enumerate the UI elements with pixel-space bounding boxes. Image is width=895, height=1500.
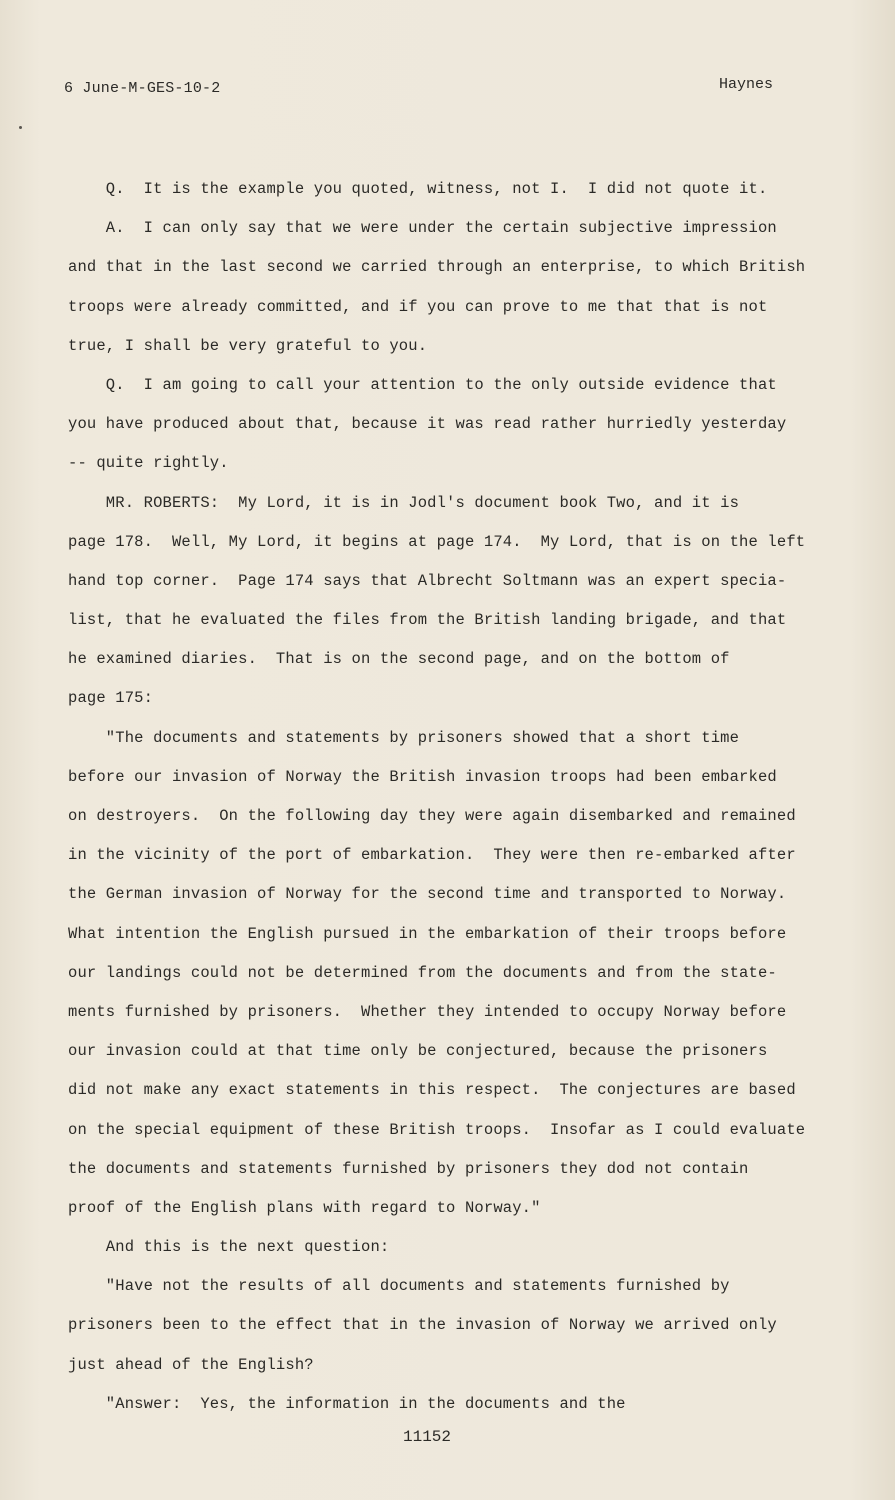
text-line: did not make any exact statements in this respect. The conjectures are based bbox=[68, 1081, 796, 1100]
text-line: our invasion could at that time only be conjectured, because the prisoners bbox=[68, 1042, 768, 1061]
text-line: What intention the English pursued in the embarkation of their troops before bbox=[68, 924, 787, 943]
paper-speck bbox=[19, 126, 22, 129]
text-line: "The documents and statements by prisoners showed that a short time bbox=[68, 728, 740, 747]
text-line: troops were already committed, and if you can prove to me that that is not bbox=[68, 297, 768, 316]
text-line: "Have not the results of all documents and statements furnished by bbox=[68, 1277, 730, 1296]
reporter-name: Haynes bbox=[719, 76, 774, 93]
text-line: MR. ROBERTS: My Lord, it is in Jodl's document book Two, and it is bbox=[68, 493, 740, 512]
text-line: ments furnished by prisoners. Whether they intended to occupy Norway before bbox=[68, 1002, 787, 1021]
text-line: list, that he evaluated the files from the British landing brigade, and that bbox=[68, 611, 787, 630]
text-line: and that in the last second we carried through an enterprise, to which British bbox=[68, 258, 806, 277]
text-line: -- quite rightly. bbox=[68, 454, 229, 473]
text-line: the German invasion of Norway for the second time and transported to Norway. bbox=[68, 885, 787, 904]
text-line: A. I can only say that we were under the certain subjective impression bbox=[68, 219, 777, 238]
text-line: in the vicinity of the port of embarkation. They were then re-embarked after bbox=[68, 846, 796, 865]
text-line: just ahead of the English? bbox=[68, 1355, 314, 1374]
text-line: on destroyers. On the following day they were again disembarked and remained bbox=[68, 807, 796, 825]
text-line: Q. It is the example you quoted, witness, not I. I did not quote it. bbox=[68, 180, 768, 198]
text-line: the documents and statements furnished by prisoners they dod not contain bbox=[68, 1159, 749, 1178]
text-line: "Answer: Yes, the information in the documents and the bbox=[68, 1394, 626, 1413]
text-line: hand top corner. Page 174 says that Albrecht Soltmann was an expert specia- bbox=[68, 571, 787, 590]
text-line: true, I shall be very grateful to you. bbox=[68, 336, 428, 355]
text-line: you have produced about that, because it was read rather hurriedly yesterday bbox=[68, 415, 787, 434]
text-line: Q. I am going to call your attention to the only outside evidence that bbox=[68, 375, 777, 394]
text-line: prisoners been to the effect that in the invasion of Norway we arrived only bbox=[68, 1316, 777, 1335]
text-line: page 178. Well, My Lord, it begins at page 174. My Lord, that is on the left bbox=[68, 532, 806, 551]
text-line: our landings could not be determined from the documents and from the state- bbox=[68, 963, 777, 982]
text-line: on the special equipment of these British troops. Insofar as I could evaluate bbox=[68, 1120, 806, 1139]
text-line: page 175: bbox=[68, 689, 154, 708]
text-line: And this is the next question: bbox=[68, 1238, 390, 1257]
text-line: proof of the English plans with regard to Norway." bbox=[68, 1198, 541, 1217]
text-line: he examined diaries. That is on the second page, and on the bottom of bbox=[68, 650, 730, 669]
page-number: 11152 bbox=[403, 1428, 452, 1446]
transcript-body bbox=[68, 170, 838, 1424]
document-reference: 6 June-M-GES-10-2 bbox=[64, 80, 221, 97]
text-line: before our invasion of Norway the British invasion troops had been embarked bbox=[68, 767, 777, 786]
